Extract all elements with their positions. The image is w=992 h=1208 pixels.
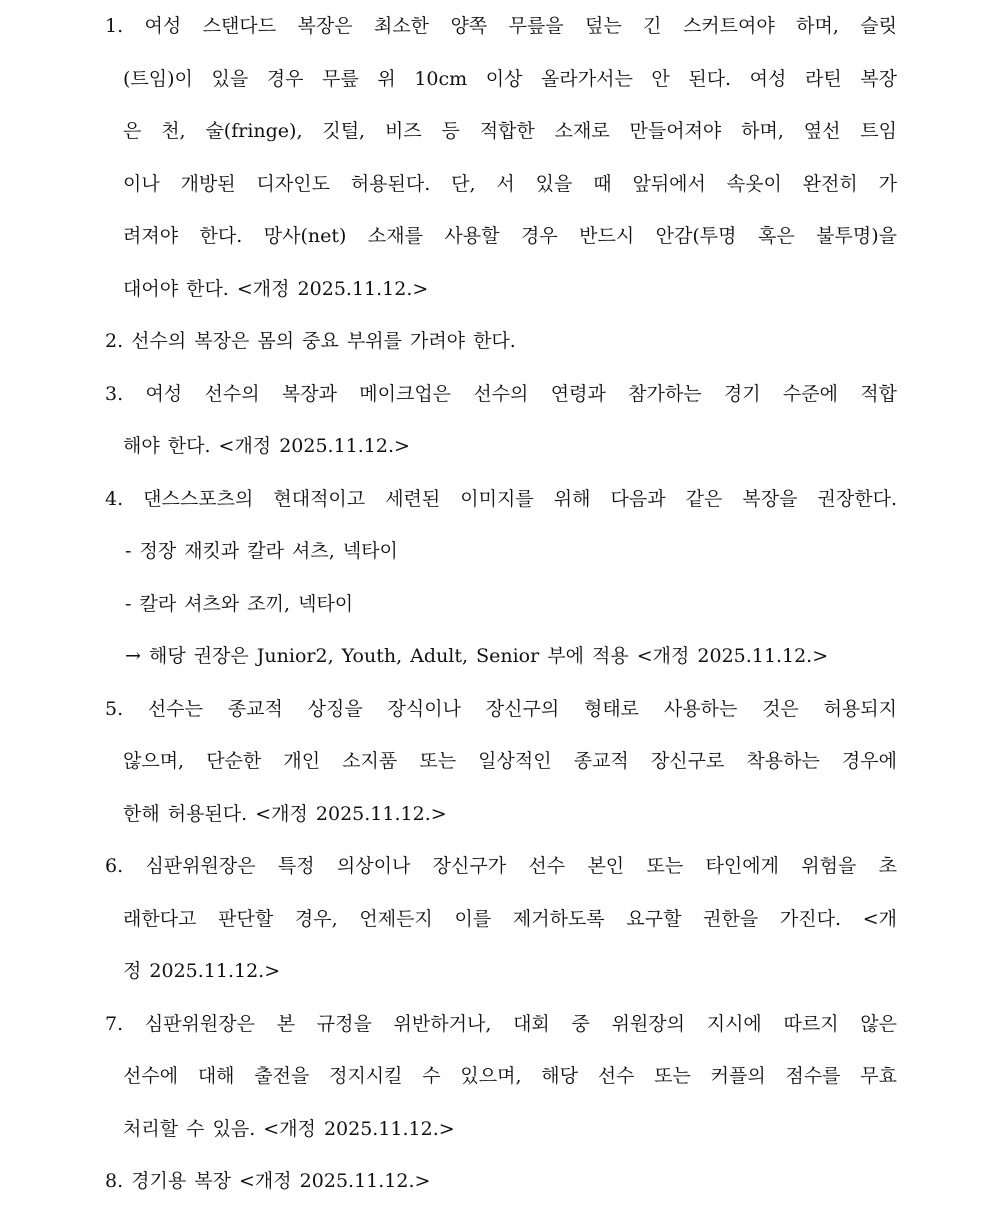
regulation-item-6 xyxy=(105,840,897,998)
item-6-line-1: 6. 심판위원장은 특정 의상이나 장신구가 선수 본인 또는 타인에게 위험을 초 xyxy=(105,855,897,877)
item-1-line-1: 1. 여성 스탠다드 복장은 최소한 양쪽 무릎을 덮는 긴 스커트여야 하며, 슬릿 xyxy=(105,15,897,37)
item-3-line-2: 해야 한다. <개정 2025.11.12.> xyxy=(123,435,410,457)
regulation-item-3 xyxy=(105,368,897,473)
item-4-sub-1: - 정장 재킷과 칼라 셔츠, 넥타이 xyxy=(125,540,398,562)
item-4-line-1: 4. 댄스스포츠의 현대적이고 세련된 이미지를 위해 다음과 같은 복장을 권장한다. xyxy=(105,487,897,510)
item-5-line-3: 한해 허용된다. <개정 2025.11.12.> xyxy=(123,802,447,825)
item-7-line-2: 선수에 대해 출전을 정지시킬 수 있으며, 해당 선수 또는 커플의 점수를 무효 xyxy=(123,1065,897,1087)
regulation-item-8 xyxy=(105,1155,897,1208)
item-6-line-2: 래한다고 판단할 경우, 언제든지 이를 제거하도록 요구할 권한을 가진다. <개 xyxy=(123,907,897,930)
item-5-line-1: 5. 선수는 종교적 상징을 장식이나 장신구의 형태로 사용하는 것은 허용되지 xyxy=(105,697,897,720)
item-1-line-6: 대어야 한다. <개정 2025.11.12.> xyxy=(123,277,429,300)
regulation-item-4 xyxy=(105,473,897,683)
item-8-line-1: 8. 경기용 복장 <개정 2025.11.12.> xyxy=(105,1170,431,1192)
item-1-line-5: 려져야 한다. 망사(net) 소재를 사용할 경우 반드시 안감(투명 혹은 불투명)을 xyxy=(123,225,897,247)
item-7-line-3: 처리할 수 있음. <개정 2025.11.12.> xyxy=(123,1117,455,1140)
regulation-item-5 xyxy=(105,683,897,841)
item-4-sub-2: - 칼라 셔츠와 조끼, 넥타이 xyxy=(125,592,354,615)
item-1-line-3: 은 천, 술(fringe), 깃털, 비즈 등 적합한 소재로 만들어져야 하며, 옆선 트임 xyxy=(123,120,897,142)
regulation-list xyxy=(105,0,897,1208)
item-3-line-1: 3. 여성 선수의 복장과 메이크업은 선수의 연령과 참가하는 경기 수준에 적합 xyxy=(105,382,897,405)
item-2-line-1: 2. 선수의 복장은 몸의 중요 부위를 가려야 한다. xyxy=(105,330,516,352)
item-7-line-1: 7. 심판위원장은 본 규정을 위반하거나, 대회 중 위원장의 지시에 따르지 않은 xyxy=(105,1012,897,1035)
item-6-line-3: 정 2025.11.12.> xyxy=(123,960,281,982)
regulation-item-7 xyxy=(105,998,897,1156)
item-1-line-4: 이나 개방된 디자인도 허용된다. 단, 서 있을 때 앞뒤에서 속옷이 완전히 가 xyxy=(123,172,897,195)
item-1-line-2: (트임)이 있을 경우 무릎 위 10cm 이상 올라가서는 안 된다. 여성 라틴 복장 xyxy=(123,67,897,90)
regulation-item-2 xyxy=(105,315,897,368)
item-5-line-2: 않으며, 단순한 개인 소지품 또는 일상적인 종교적 장신구로 착용하는 경우에 xyxy=(123,750,897,772)
item-4-sub-3: → 해당 권장은 Junior2, Youth, Adult, Senior 부에 적용 <개정 2025.11.12.> xyxy=(125,645,829,667)
regulation-item-1 xyxy=(105,0,897,315)
